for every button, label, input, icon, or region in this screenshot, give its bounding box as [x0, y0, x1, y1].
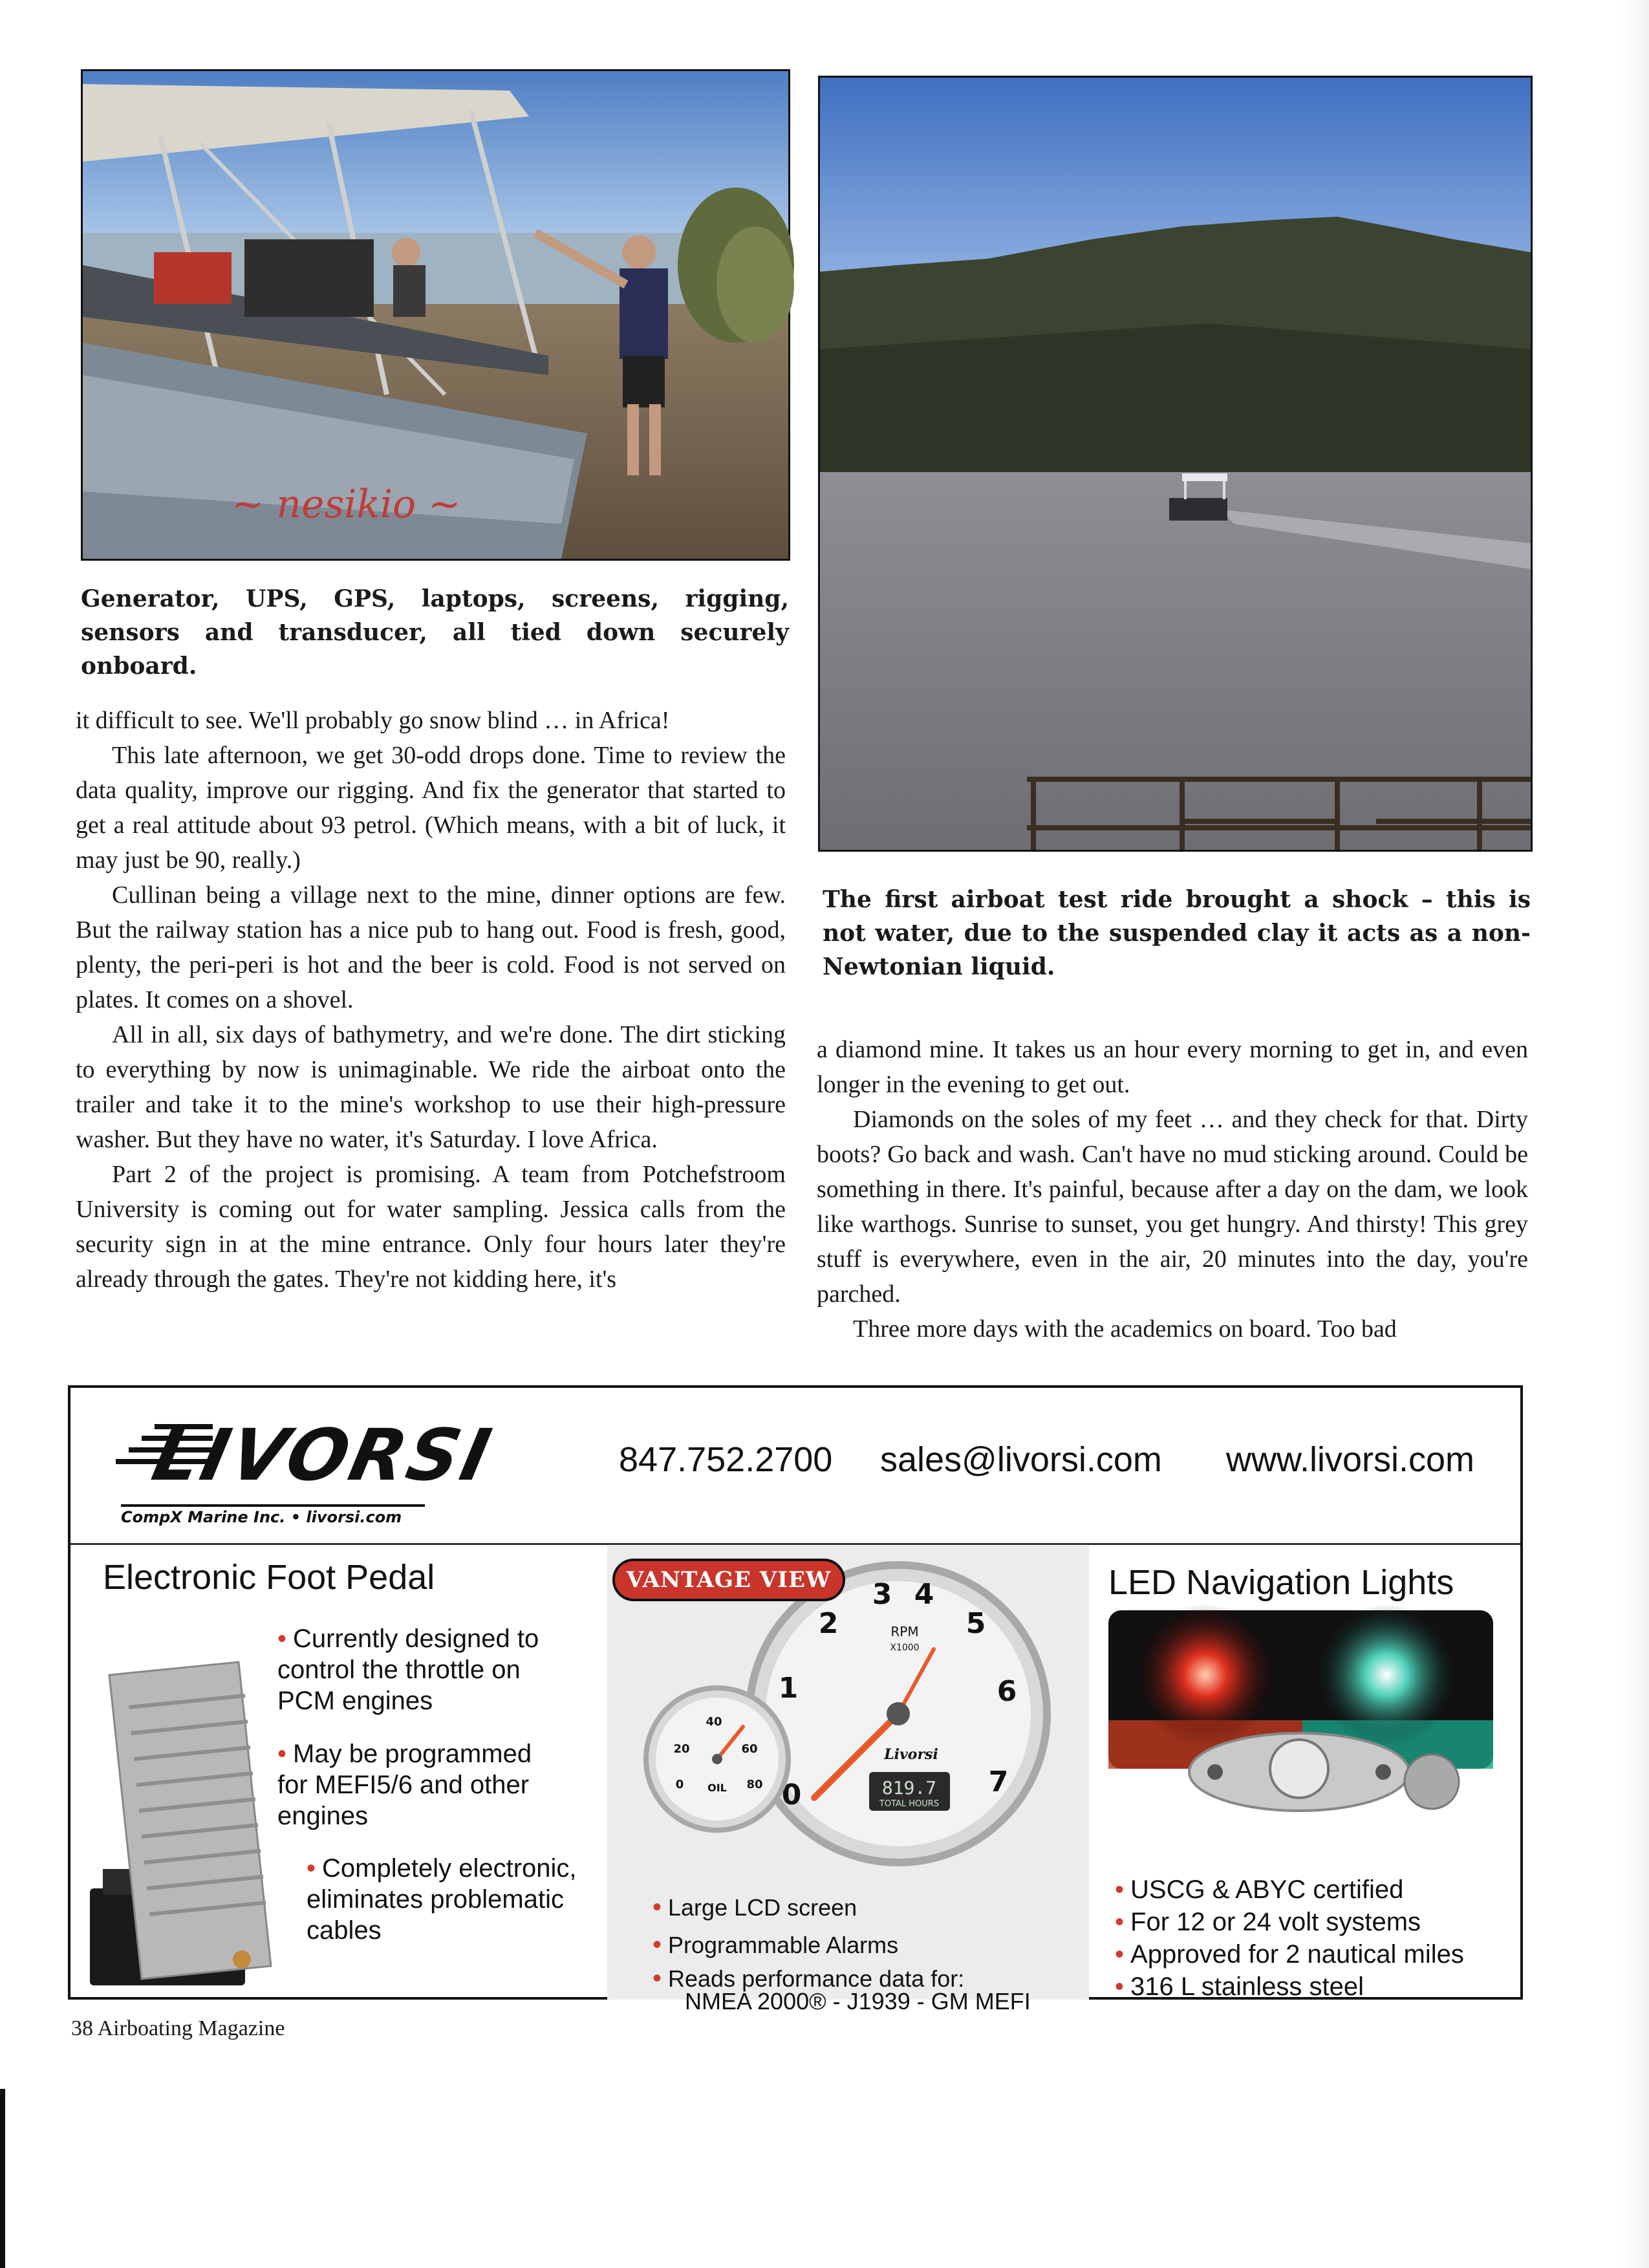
- paragraph: Diamonds on the soles of my feet … and they check for that. Dirty boots? Go back and wash. Can't have no mud sticking around. Could be something in there. It's painful, because after a day on the dam, we look like warthogs. Sunrise to sunset, you get hungry. And thirsty! This grey stuff is everywhere, even in the air, 20 minutes into the day, you're parched.: [817, 1106, 1528, 1308]
- gauge-bullet: • Large LCD screen: [652, 1893, 857, 1921]
- pedal-bullet: • Currently designed to control the throttle on PCM engines: [277, 1625, 539, 1715]
- paragraph: Three more days with the academics on board. Too bad: [853, 1315, 1397, 1343]
- oil-number: 20: [673, 1742, 690, 1756]
- gauge-bullet-continued: NMEA 2000® - J1939 - GM MEFI: [685, 1988, 1031, 2014]
- ad-header: [70, 1388, 1520, 1545]
- oil-label: OIL: [707, 1782, 727, 1794]
- ad-led-lights-section: [1089, 1546, 1522, 2000]
- scan-edge: [1620, 0, 1649, 2268]
- gauge-bullet: • Programmable Alarms: [652, 1930, 899, 1959]
- led-bullet: • 316 L stainless steel: [1115, 1972, 1364, 2001]
- article-left-column: [76, 703, 786, 1297]
- foot-pedal-heading: Electronic Foot Pedal: [103, 1558, 435, 1597]
- rpm-label: RPM: [890, 1624, 919, 1639]
- right-photo-caption: The first airboat test ride brought a shock – this is not water, due to the suspended clay it acts as a non-Newtonian liquid.: [823, 886, 1531, 980]
- tach-number: 2: [818, 1607, 839, 1640]
- tach-number: 1: [778, 1672, 799, 1705]
- ad-foot-pedal-section: [70, 1546, 607, 2000]
- paragraph: a diamond mine. It takes us an hour every morning to get in, and even longer in the evening to get out.: [817, 1036, 1528, 1098]
- led-lights-image: [1108, 1610, 1493, 1817]
- led-bullet: • Approved for 2 nautical miles: [1115, 1940, 1464, 1969]
- led-bullet: • For 12 or 24 volt systems: [1115, 1908, 1421, 1936]
- tach-number: 5: [965, 1607, 986, 1640]
- paragraph: This late afternoon, we get 30-odd drops done. Time to review the data quality, improve our rigging. And fix the generator that started to get a real attitude about 93 petrol. (Which means, with a bit of luck, it may just be 90, really.): [76, 742, 786, 874]
- oil-number: 40: [706, 1715, 722, 1729]
- foot-pedal-image: [83, 1656, 277, 1992]
- oil-number: 0: [675, 1778, 684, 1791]
- article-right-column: [817, 1032, 1528, 1346]
- oil-number: 80: [746, 1778, 763, 1791]
- tach-number: 3: [872, 1578, 892, 1611]
- left-photo-caption: Generator, UPS, GPS, laptops, screens, rigging, sensors and transducer, all tied down securely onboard.: [81, 585, 789, 680]
- tach-number: 0: [781, 1778, 802, 1811]
- photo-boat-on-shore: [81, 69, 790, 561]
- pedal-bullet: • May be programmed for MEFI5/6 and other engines: [277, 1740, 532, 1830]
- paragraph: All in all, six days of bathymetry, and we're done. The dirt sticking to everything by now is unimaginable. We ride the airboat onto the trailer and take it to the mine's workshop to use their high-pressure washer. But they have no water, it's Saturday. I love Africa.: [76, 1021, 786, 1153]
- paragraph: Cullinan being a village next to the mine, dinner options are few. But the railway station has a nice pub to hang out. Food is fresh, good, plenty, the peri-peri is hot and the beer is cold. Food is not served on plates. It comes on a shovel.: [76, 881, 786, 1013]
- oil-number: 60: [741, 1742, 758, 1756]
- ad-email: sales@livorsi.com: [880, 1440, 1162, 1479]
- vantage-view-badge: VANTAGE VIEW: [612, 1559, 845, 1601]
- livorsi-logo: [116, 1407, 501, 1530]
- lcd-label: TOTAL HOURS: [879, 1799, 940, 1809]
- ad-phone: 847.752.2700: [619, 1440, 833, 1479]
- page-footer: 38 Airboating Magazine: [71, 2016, 285, 2040]
- dam-photo-graphic: [820, 78, 1531, 850]
- pedal-bullet: • Completely electronic, eliminates problematic cables: [307, 1854, 577, 1945]
- ad-website: www.livorsi.com: [1226, 1440, 1475, 1479]
- rpm-sub-label: X1000: [890, 1643, 920, 1653]
- tach-number: 6: [997, 1675, 1017, 1708]
- logo-tagline: CompX Marine Inc. • livorsi.com: [121, 1504, 425, 1526]
- led-bullet: • USCG & ABYC certified: [1115, 1875, 1404, 1904]
- ad-vantage-view-section: [607, 1546, 1089, 2014]
- logo-wordmark: LIVORSI: [146, 1414, 501, 1496]
- led-lights-heading: LED Navigation Lights: [1108, 1563, 1454, 1602]
- tach-number: 4: [914, 1578, 934, 1611]
- scan-edge-bottom: [0, 2089, 5, 2268]
- gauge-brand: Livorsi: [884, 1746, 938, 1763]
- gauge-image: [640, 1565, 1060, 1888]
- livorsi-advertisement: [68, 1385, 1523, 2014]
- gauge-bullet: • Reads performance data for:: [652, 1964, 965, 1993]
- paragraph: Part 2 of the project is promising. A team from Potchefstroom University is coming out for water sampling. Jessica calls from the security sign in at the mine entrance. Only four hours later they're already through the gates. They're not kidding here, it's: [76, 1161, 786, 1293]
- svg-text:~ nesikio ~: ~ nesikio ~: [232, 482, 461, 527]
- lcd-value: 819.7: [881, 1777, 937, 1798]
- boat-photo-graphic: [83, 71, 788, 559]
- photo-airboat-on-dam: [818, 76, 1533, 852]
- tach-number: 7: [988, 1766, 1009, 1798]
- paragraph: it difficult to see. We'll probably go snow blind … in Africa!: [76, 707, 670, 734]
